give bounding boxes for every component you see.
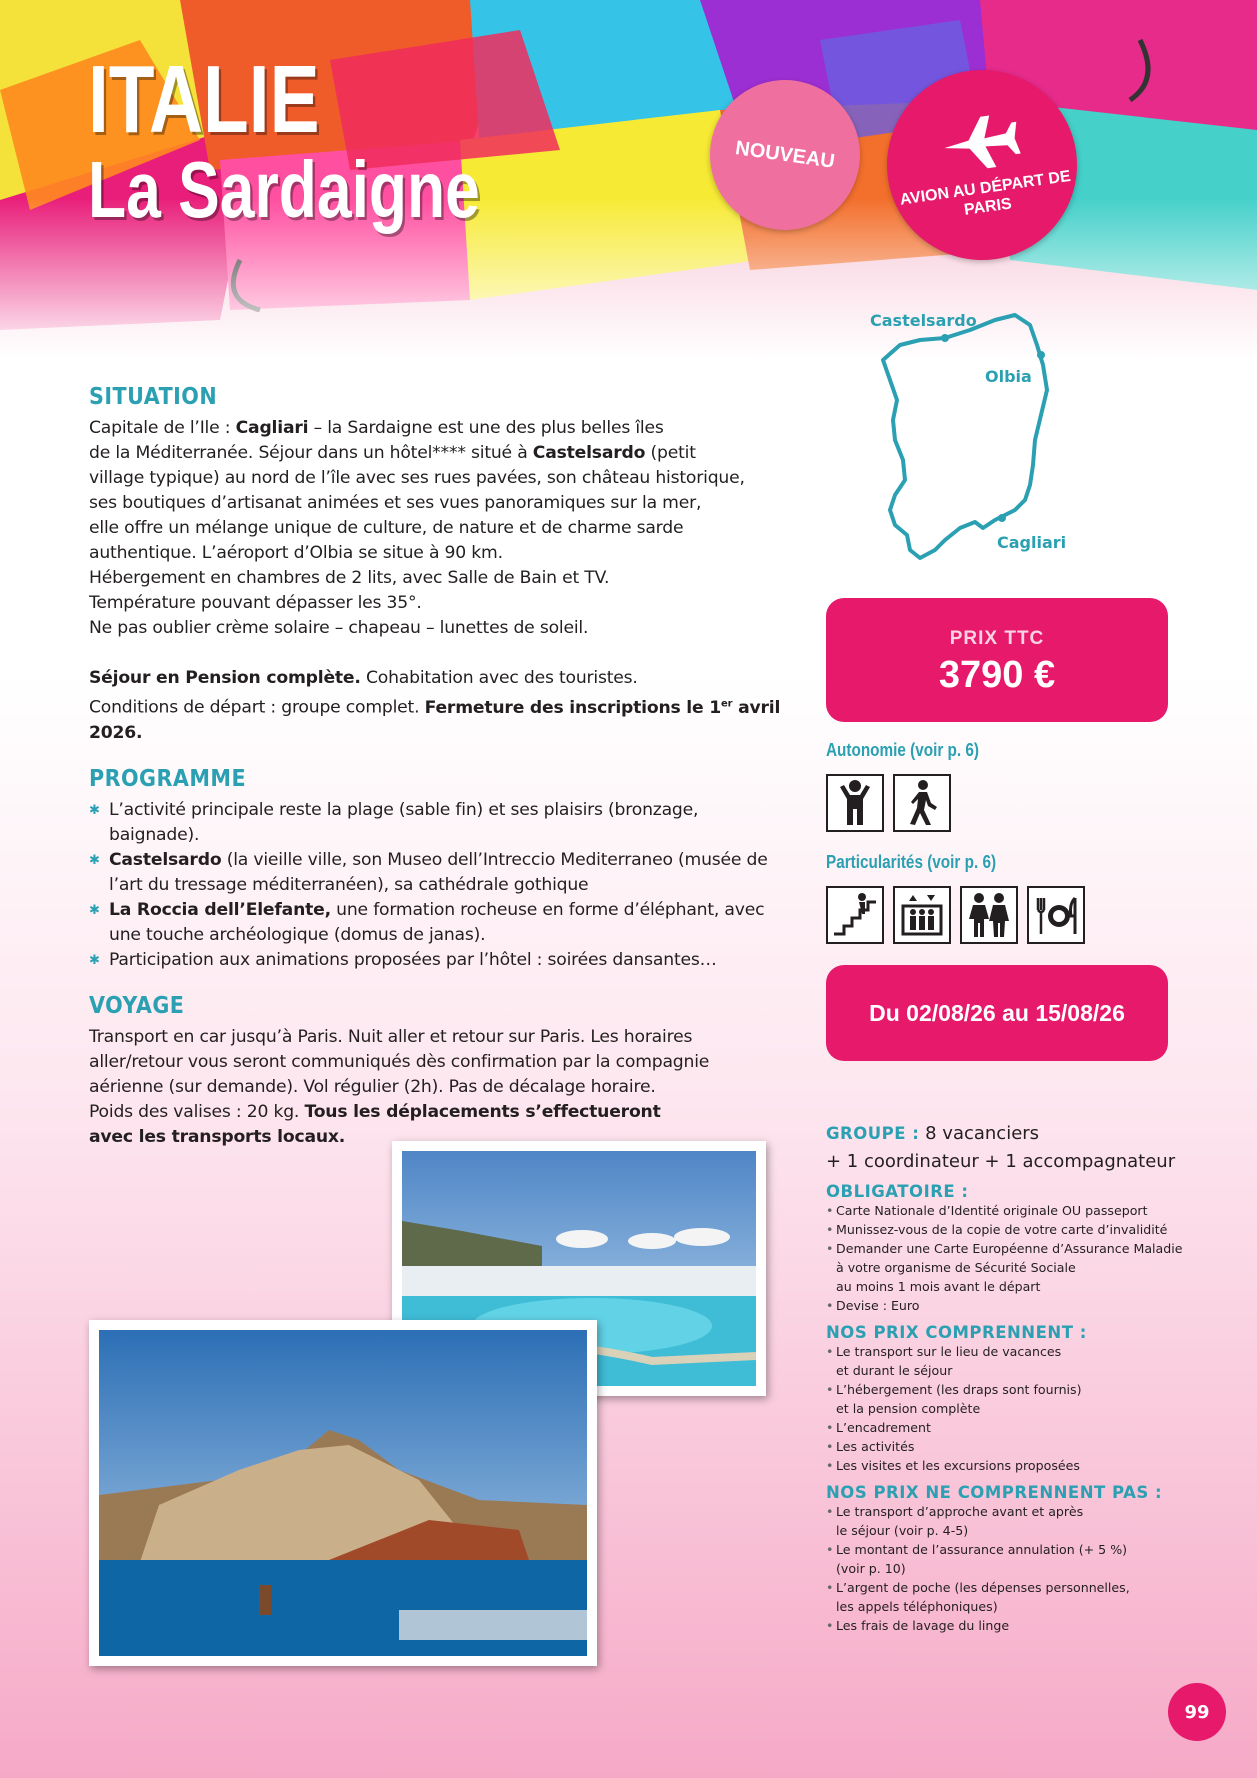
price-value: 3790 € xyxy=(938,654,1056,696)
situation-line: Capitale de l’Ile : Cagliari – la Sardaigne est une des plus belles îles xyxy=(89,418,664,438)
obligatoire-list xyxy=(826,1201,1206,1315)
autonomie-label: Autonomie (voir p. 6) xyxy=(826,740,979,760)
region-title: La Sardaigne xyxy=(88,145,480,234)
voyage-text xyxy=(89,1025,789,1150)
programme-list xyxy=(89,798,789,973)
particularites-label: Particularités (voir p. 6) xyxy=(826,852,997,872)
situation-heading: SITUATION xyxy=(89,384,218,410)
country-title: ITALIE xyxy=(88,46,320,153)
voyage-heading: VOYAGE xyxy=(89,992,185,1019)
groupe-line-2: + 1 coordinateur + 1 accompagnateur xyxy=(826,1151,1176,1172)
voyage-line: aller/retour vous seront communiqués dès confirmation par la compagnie xyxy=(89,1051,710,1072)
situation-line: de la Méditerranée. Séjour dans un hôtel**** situé à Castelsardo (petit xyxy=(89,443,696,463)
programme-heading: PROGRAMME xyxy=(89,765,247,792)
situation-line: elle offre un mélange unique de culture, de nature et de charme sarde xyxy=(89,518,684,538)
list-item: • Le transport d’approche avant et après le séjour (voir p. 4-5) xyxy=(826,1502,1206,1540)
situation-text xyxy=(89,416,789,746)
situation-line: authentique. L’aéroport d’Olbia se situe à 90 km. xyxy=(89,543,503,563)
list-item: • Le montant de l’assurance annulation (+ 5 %) (voir p. 10) xyxy=(826,1540,1206,1578)
castelsardo-photo xyxy=(89,1320,597,1666)
voyage-line: Poids des valises : 20 kg. Tous les déplacements s’effectueront xyxy=(89,1101,661,1122)
list-item: • Carte Nationale d’Identité originale OU passeport xyxy=(826,1201,1206,1220)
conditions-line: Conditions de départ : groupe complet. Fermeture des inscriptions le 1er avril 2026. xyxy=(89,697,781,743)
list-item: • Demander une Carte Européenne d’Assurance Maladie à votre organisme de Sécurité Sociale au moins 1 mois avant le départ xyxy=(826,1239,1206,1296)
map-label-castelsardo: Castelsardo xyxy=(870,311,977,330)
page-number: 99 xyxy=(1168,1683,1226,1741)
info-panel xyxy=(826,1120,1206,1643)
walking-person-icon xyxy=(893,774,951,832)
list-item: ✱ L’activité principale reste la plage (sable fin) et ses plaisirs (bronzage, baignade). xyxy=(89,798,789,848)
list-item: • L’hébergement (les draps sont fournis) et la pension complète xyxy=(826,1380,1206,1418)
voyage-line: aérienne (sur demande). Vol régulier (2h). Pas de décalage horaire. xyxy=(89,1076,656,1097)
pension-line: Séjour en Pension complète. Cohabitation avec des touristes. xyxy=(89,668,638,688)
map-label-cagliari: Cagliari xyxy=(997,533,1067,552)
list-item: • Devise : Euro xyxy=(826,1296,1206,1315)
price-label: PRIX TTC xyxy=(949,628,1045,649)
dates-box xyxy=(826,965,1168,1061)
couple-icon xyxy=(960,886,1018,944)
ne-comprennent-list xyxy=(826,1502,1206,1635)
list-item: • L’encadrement xyxy=(826,1418,1206,1437)
situation-line: Hébergement en chambres de 2 lits, avec Salle de Bain et TV. xyxy=(89,568,610,588)
list-item: • L’argent de poche (les dépenses personnelles, les appels téléphoniques) xyxy=(826,1578,1206,1616)
list-item: ✱ Participation aux animations proposées par l’hôtel : soirées dansantes… xyxy=(89,948,789,973)
list-item: • Le transport sur le lieu de vacances et durant le séjour xyxy=(826,1342,1206,1380)
castelsardo-image xyxy=(99,1330,587,1656)
list-item: • Les visites et les excursions proposées xyxy=(826,1456,1206,1475)
standing-person-icon xyxy=(826,774,884,832)
list-item: ✱ Castelsardo (la vieille ville, son Museo dell’Intreccio Mediterraneo (musée de l’art du tressage méditerranéen), sa cathédrale gothique xyxy=(89,848,789,898)
situation-line: Ne pas oublier crème solaire – chapeau – lunettes de soleil. xyxy=(89,618,589,638)
list-item: • Les frais de lavage du linge xyxy=(826,1616,1206,1635)
groupe-line-1: GROUPE : 8 vacanciers xyxy=(826,1123,1040,1144)
new-badge-label: NOUVEAU xyxy=(734,136,837,173)
dates-text: Du 02/08/26 au 15/08/26 xyxy=(869,999,1125,1026)
elevator-icon xyxy=(893,886,951,944)
map-label-olbia: Olbia xyxy=(985,367,1032,386)
list-item: • Les activités xyxy=(826,1437,1206,1456)
situation-line: village typique) au nord de l’île avec ses rues pavées, son château historique, xyxy=(89,468,745,488)
list-item: • Munissez-vous de la copie de votre carte d’invalidité xyxy=(826,1220,1206,1239)
situation-line: ses boutiques d’artisanat animées et ses vues panoramiques sur la mer, xyxy=(89,493,702,513)
voyage-line: avec les transports locaux. xyxy=(89,1126,346,1147)
sardinia-map xyxy=(865,300,1095,560)
page-title xyxy=(88,46,480,234)
meal-icon xyxy=(1027,886,1085,944)
comprennent-heading: NOS PRIX COMPRENNENT : xyxy=(826,1323,1087,1342)
obligatoire-heading: OBLIGATOIRE : xyxy=(826,1182,969,1201)
ne-comprennent-heading: NOS PRIX NE COMPRENNENT PAS : xyxy=(826,1483,1163,1502)
price-box xyxy=(826,598,1168,722)
comprennent-list xyxy=(826,1342,1206,1475)
list-item: ✱ La Roccia dell’Elefante, une formation rocheuse en forme d’éléphant, avec une touche archéologique (domus de janas). xyxy=(89,898,789,948)
stairs-icon xyxy=(826,886,884,944)
main-content xyxy=(89,384,789,1150)
situation-line: Température pouvant dépasser les 35°. xyxy=(89,593,422,613)
sardinia-outline xyxy=(865,300,1095,560)
flight-badge-label: AVION AU DÉPART DE PARIS xyxy=(898,167,1072,219)
voyage-line: Transport en car jusqu’à Paris. Nuit aller et retour sur Paris. Les horaires xyxy=(89,1026,693,1047)
airplane-icon xyxy=(935,108,1023,179)
